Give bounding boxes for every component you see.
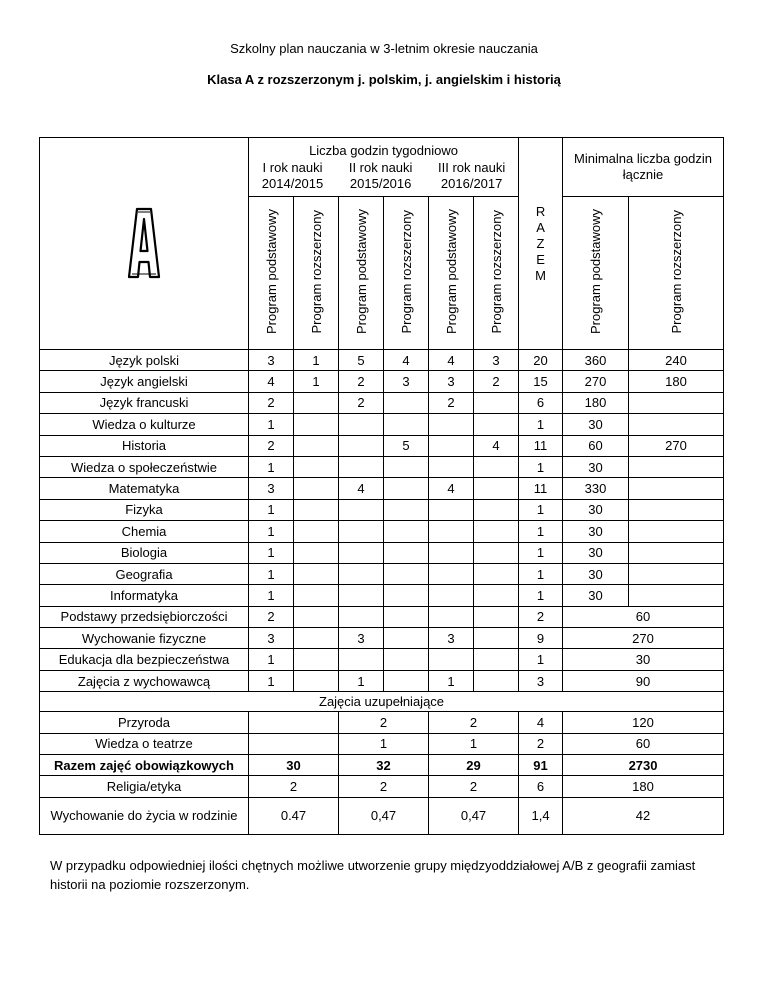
hours-cell: 1: [249, 670, 294, 691]
hours-cell: [384, 563, 429, 584]
min-hours-cell: 90: [563, 670, 724, 691]
min-basic-cell: 30: [563, 521, 629, 542]
subject-cell: Chemia: [40, 521, 249, 542]
hours-cell: [474, 542, 519, 563]
hours-cell: 3: [249, 478, 294, 499]
min-basic-cell: 30: [563, 456, 629, 477]
subject-cell: Wiedza o społeczeństwie: [40, 456, 249, 477]
hours-cell: [429, 542, 474, 563]
table-row: [40, 649, 724, 670]
min-hours-cell: 60: [563, 606, 724, 627]
weekly-hours-header: [249, 138, 519, 197]
hours-cell: 3: [384, 371, 429, 392]
hours-cell: [384, 499, 429, 520]
min-ext-cell: [629, 521, 724, 542]
min-basic-cell: 30: [563, 499, 629, 520]
hours-cell: 1: [294, 371, 339, 392]
hours-cell: [294, 414, 339, 435]
min-hours-cell: 30: [563, 649, 724, 670]
table-row: [40, 606, 724, 627]
razem-cell: 20: [519, 350, 563, 371]
razem-cell: 4: [519, 712, 563, 733]
min-basic-cell: 180: [563, 392, 629, 413]
year-3-ext-header: Program rozszerzony: [474, 197, 519, 350]
hours-cell: [384, 649, 429, 670]
hours-cell: 1: [294, 350, 339, 371]
hours-cell: [429, 435, 474, 456]
hours-cell: [339, 456, 384, 477]
table-row: [40, 350, 724, 371]
year-2-cell: 32: [339, 755, 429, 776]
hours-cell: [429, 521, 474, 542]
table-row: [40, 670, 724, 691]
year-1-cell: 30: [249, 755, 339, 776]
year-1-cell: 0.47: [249, 797, 339, 834]
year-3-cell: 2: [429, 712, 519, 733]
min-hours-cell: 42: [563, 797, 724, 834]
year-2-cell: 1: [339, 733, 429, 754]
hours-cell: [384, 456, 429, 477]
subject-cell: Razem zajęć obowiązkowych: [40, 755, 249, 776]
hours-cell: 4: [474, 435, 519, 456]
min-basic-cell: 60: [563, 435, 629, 456]
hours-cell: [294, 542, 339, 563]
hours-cell: [429, 499, 474, 520]
min-basic-cell: 330: [563, 478, 629, 499]
hours-cell: [429, 414, 474, 435]
year-1-cell: 2: [249, 776, 339, 797]
hours-cell: [474, 628, 519, 649]
min-hours-cell: 120: [563, 712, 724, 733]
hours-cell: [384, 670, 429, 691]
min-hours-cell: 2730: [563, 755, 724, 776]
min-basic-cell: 30: [563, 542, 629, 563]
razem-cell: 11: [519, 435, 563, 456]
class-letter-cell: [40, 138, 249, 350]
year-2-cell: 0,47: [339, 797, 429, 834]
hours-cell: 4: [429, 478, 474, 499]
razem-cell: 1: [519, 542, 563, 563]
min-ext-cell: [629, 456, 724, 477]
year-1-cell: [249, 712, 339, 733]
year-3-header: III rok nauki 2016/2017: [438, 159, 506, 191]
subject-cell: Wiedza o teatrze: [40, 733, 249, 754]
year-2-ext-header: Program rozszerzony: [384, 197, 429, 350]
min-ext-cell: [629, 563, 724, 584]
year-1-cell: [249, 733, 339, 754]
totals-row: [40, 797, 724, 834]
subject-cell: Fizyka: [40, 499, 249, 520]
hours-cell: 2: [249, 435, 294, 456]
min-basic-cell: 360: [563, 350, 629, 371]
hours-cell: 1: [249, 499, 294, 520]
hours-cell: 3: [249, 350, 294, 371]
year-2-cell: 2: [339, 712, 429, 733]
totals-row: [40, 776, 724, 797]
hours-cell: [384, 478, 429, 499]
subject-cell: Zajęcia z wychowawcą: [40, 670, 249, 691]
razem-cell: 1,4: [519, 797, 563, 834]
razem-cell: 3: [519, 670, 563, 691]
razem-cell: 1: [519, 456, 563, 477]
year-3-cell: 1: [429, 733, 519, 754]
min-ext-cell: 240: [629, 350, 724, 371]
subject-cell: Język polski: [40, 350, 249, 371]
hours-cell: [294, 628, 339, 649]
razem-cell: 1: [519, 414, 563, 435]
hours-cell: [384, 521, 429, 542]
year-3-cell: 0,47: [429, 797, 519, 834]
min-hours-cell: 270: [563, 628, 724, 649]
hours-cell: [339, 606, 384, 627]
weekly-hours-title: Liczba godzin tygodniowo: [309, 142, 458, 158]
hours-cell: [474, 392, 519, 413]
razem-cell: 6: [519, 776, 563, 797]
hours-cell: [294, 670, 339, 691]
hours-cell: [294, 563, 339, 584]
totals-row: [40, 755, 724, 776]
min-hours-header: Minimalna liczba godzin łącznie: [563, 138, 724, 197]
min-ext-cell: [629, 478, 724, 499]
subject-cell: Język angielski: [40, 371, 249, 392]
year-2-cell: 2: [339, 776, 429, 797]
hours-cell: [384, 628, 429, 649]
table-row: [40, 521, 724, 542]
hours-cell: [294, 456, 339, 477]
hours-cell: 1: [249, 563, 294, 584]
min-ext-cell: [629, 499, 724, 520]
min-hours-cell: 60: [563, 733, 724, 754]
year-3-cell: 29: [429, 755, 519, 776]
hours-cell: [294, 435, 339, 456]
hours-cell: [429, 585, 474, 606]
hours-cell: [339, 499, 384, 520]
subject-cell: Religia/etyka: [40, 776, 249, 797]
razem-cell: 1: [519, 563, 563, 584]
hours-cell: [339, 649, 384, 670]
section-row: [40, 692, 724, 712]
hours-cell: [294, 585, 339, 606]
table-row: [40, 628, 724, 649]
hours-cell: 2: [339, 371, 384, 392]
hours-cell: 5: [339, 350, 384, 371]
document-title: Szkolny plan nauczania w 3-letnim okresie nauczania: [230, 41, 538, 56]
hours-cell: 3: [249, 628, 294, 649]
hours-cell: [474, 456, 519, 477]
min-basic-cell: 30: [563, 563, 629, 584]
razem-header: R A Z E M: [519, 138, 563, 350]
hours-cell: [339, 521, 384, 542]
hours-cell: [474, 414, 519, 435]
hours-cell: 1: [249, 542, 294, 563]
hours-cell: [384, 542, 429, 563]
year-1-basic-header: Program podstawowy: [249, 197, 294, 350]
razem-cell: 6: [519, 392, 563, 413]
hours-cell: [294, 649, 339, 670]
hours-cell: [384, 392, 429, 413]
hours-cell: [429, 649, 474, 670]
table-row: [40, 371, 724, 392]
hours-cell: [294, 499, 339, 520]
min-basic-cell: 270: [563, 371, 629, 392]
subject-cell: Wychowanie fizyczne: [40, 628, 249, 649]
razem-cell: 91: [519, 755, 563, 776]
table-row: [40, 585, 724, 606]
class-letter-logo: [127, 207, 161, 281]
subject-cell: Edukacja dla bezpieczeństwa: [40, 649, 249, 670]
hours-cell: 1: [249, 521, 294, 542]
year-1-ext-header: Program rozszerzony: [294, 197, 339, 350]
hours-cell: 3: [339, 628, 384, 649]
hours-cell: [474, 585, 519, 606]
hours-cell: [339, 435, 384, 456]
hours-cell: [384, 606, 429, 627]
razem-cell: 1: [519, 585, 563, 606]
subject-cell: Język francuski: [40, 392, 249, 413]
hours-cell: [294, 478, 339, 499]
table-row: [40, 563, 724, 584]
razem-cell: 11: [519, 478, 563, 499]
table-row: [40, 499, 724, 520]
hours-cell: 4: [339, 478, 384, 499]
table-row: [40, 478, 724, 499]
hours-cell: [294, 606, 339, 627]
subject-cell: Informatyka: [40, 585, 249, 606]
subject-cell: Historia: [40, 435, 249, 456]
hours-cell: [429, 563, 474, 584]
min-ext-cell: [629, 414, 724, 435]
subject-cell: Wychowanie do życia w rodzinie: [40, 797, 249, 834]
min-basic-cell: 30: [563, 414, 629, 435]
hours-cell: [339, 585, 384, 606]
min-basic-cell: 30: [563, 585, 629, 606]
hours-cell: [429, 606, 474, 627]
section-title: Zajęcia uzupełniające: [40, 692, 724, 712]
min-hours-cell: 180: [563, 776, 724, 797]
hours-cell: 4: [384, 350, 429, 371]
hours-cell: 2: [249, 606, 294, 627]
min-ext-cell: 180: [629, 371, 724, 392]
hours-cell: 2: [249, 392, 294, 413]
hours-cell: 3: [474, 350, 519, 371]
min-ext-cell: 270: [629, 435, 724, 456]
curriculum-table: [39, 137, 724, 835]
hours-cell: [474, 521, 519, 542]
hours-cell: 1: [249, 649, 294, 670]
razem-cell: 1: [519, 521, 563, 542]
year-3-cell: 2: [429, 776, 519, 797]
hours-cell: 4: [429, 350, 474, 371]
table-row: [40, 733, 724, 754]
hours-cell: [474, 563, 519, 584]
subject-cell: Podstawy przedsiębiorczości: [40, 606, 249, 627]
hours-cell: 1: [249, 585, 294, 606]
hours-cell: [474, 478, 519, 499]
razem-cell: 1: [519, 499, 563, 520]
hours-cell: 5: [384, 435, 429, 456]
table-row: [40, 542, 724, 563]
hours-cell: 1: [249, 456, 294, 477]
table-row: [40, 392, 724, 413]
hours-cell: [384, 585, 429, 606]
min-ext-cell: [629, 542, 724, 563]
hours-cell: [429, 456, 474, 477]
razem-cell: 9: [519, 628, 563, 649]
hours-cell: 4: [249, 371, 294, 392]
hours-cell: [474, 670, 519, 691]
hours-cell: [294, 521, 339, 542]
hours-cell: 2: [474, 371, 519, 392]
hours-cell: 2: [339, 392, 384, 413]
hours-cell: 1: [429, 670, 474, 691]
subject-cell: Biologia: [40, 542, 249, 563]
table-row: [40, 456, 724, 477]
min-ext-cell: [629, 585, 724, 606]
hours-cell: 1: [339, 670, 384, 691]
hours-cell: [339, 563, 384, 584]
razem-cell: 15: [519, 371, 563, 392]
subject-cell: Matematyka: [40, 478, 249, 499]
year-2-header: II rok nauki 2015/2016: [348, 159, 413, 191]
year-2-basic-header: Program podstawowy: [339, 197, 384, 350]
hours-cell: [474, 649, 519, 670]
min-basic-header: Program podstawowy: [563, 197, 629, 350]
razem-cell: 2: [519, 733, 563, 754]
hours-cell: 3: [429, 628, 474, 649]
subject-cell: Wiedza o kulturze: [40, 414, 249, 435]
table-row: [40, 435, 724, 456]
hours-cell: [294, 392, 339, 413]
razem-cell: 2: [519, 606, 563, 627]
hours-cell: 2: [429, 392, 474, 413]
subject-cell: Geografia: [40, 563, 249, 584]
hours-cell: [339, 542, 384, 563]
subject-cell: Przyroda: [40, 712, 249, 733]
table-row: [40, 712, 724, 733]
hours-cell: [474, 499, 519, 520]
hours-cell: [474, 606, 519, 627]
footnote: W przypadku odpowiedniej ilości chętnych możliwe utworzenie grupy międzyoddziałowej A/B z geografii zamiast historii na poziomie rozszerzonym.: [50, 858, 696, 892]
hours-cell: [384, 414, 429, 435]
min-ext-header: Program rozszerzony: [629, 197, 724, 350]
min-ext-cell: [629, 392, 724, 413]
razem-cell: 1: [519, 649, 563, 670]
year-1-header: I rok nauki 2014/2015: [261, 159, 324, 191]
hours-cell: 3: [429, 371, 474, 392]
hours-cell: [339, 414, 384, 435]
year-3-basic-header: Program podstawowy: [429, 197, 474, 350]
hours-cell: 1: [249, 414, 294, 435]
document-subtitle: Klasa A z rozszerzonym j. polskim, j. angielskim i historią: [207, 72, 561, 87]
table-row: [40, 414, 724, 435]
